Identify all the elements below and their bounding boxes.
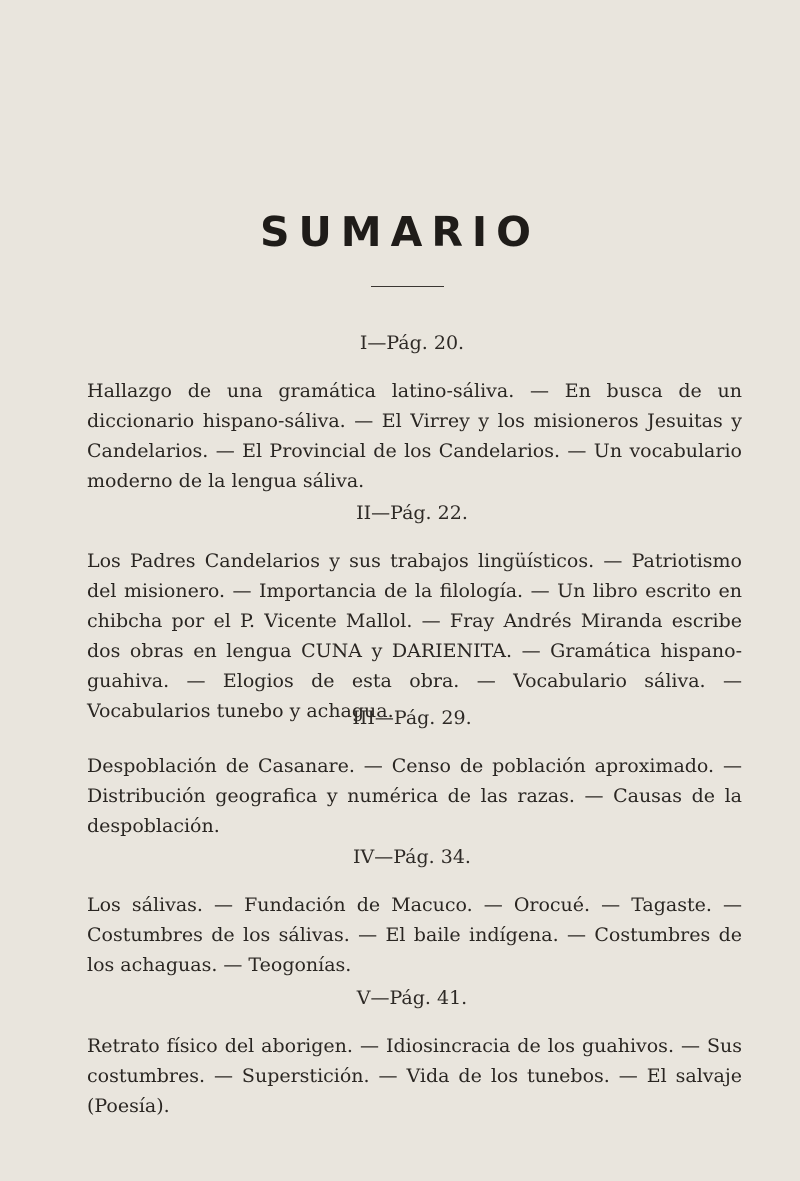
section-heading-3: III—Pág. 29. [352,707,472,729]
section-heading-1: I—Pág. 20. [359,332,465,354]
section-text-5: Retrato físico del aborigen. — Idiosincracia de los guahivos. — Sus costumbres. — Superstición. — Vida de los tunebos. — El salvaje (Poesía). [87,1035,742,1117]
section-text-4: Los sálivas. — Fundación de Macuco. — Orocué. — Tagaste. — Costumbres de los sálivas. — El baile indígena. — Costumbres de los achaguas. — Teogonías. [87,894,742,976]
section-text-1: Hallazgo de una gramática latino-sáliva. — En busca de un diccionario hispano-sáliva. — El Virrey y los misioneros Jesuitas y Candelarios. — El Provincial de los Candelarios. — Un vocabulario moderno de la lengua sáliva. [87,380,742,492]
section-heading-4: IV—Pág. 34. [353,846,471,868]
title-divider [371,286,444,287]
section-heading-2: II—Pág. 22. [356,502,468,524]
section-heading-5: V—Pág. 41. [356,987,468,1009]
section-text-2: Los Padres Candelarios y sus trabajos lingüísticos. — Patriotismo del misionero. — Importancia de la filología. — Un libro escrito en chibcha por el P. Vicente Mallol. — Fray Andrés Miranda escribe dos obras en lengua CUNA y DARIENITA. — Gramática hispano-guahiva. — Elogios de esta obra. — Vocabulario sáliva. — Vocabularios tunebo y achagua. [87,550,742,722]
page-title: SUMARIO [259,208,541,256]
section-text-3: Despoblación de Casanare. — Censo de población aproximado. — Distribución geografica y numérica de las razas. — Causas de la despoblación. [87,755,742,837]
